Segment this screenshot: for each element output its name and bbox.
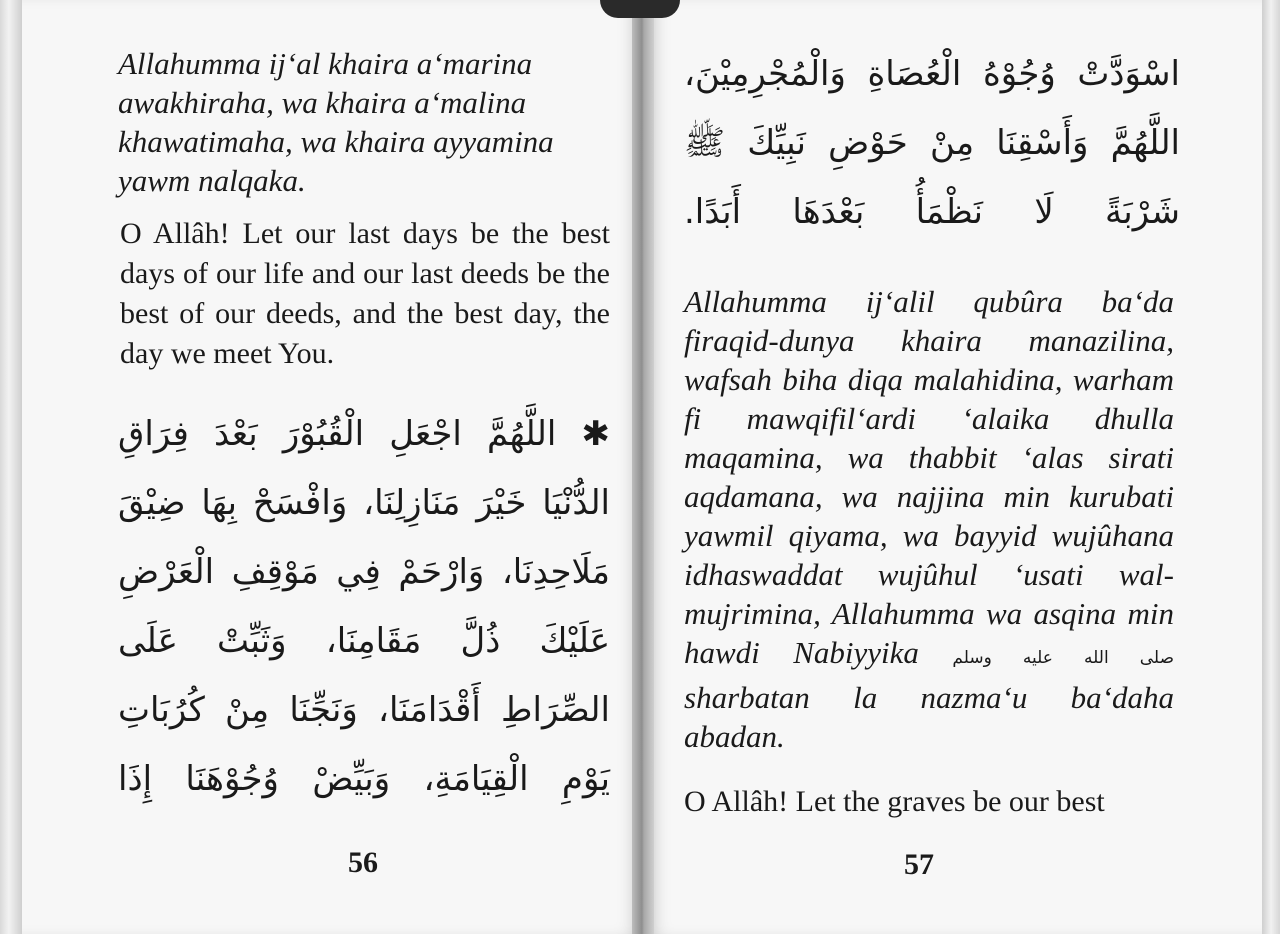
right-transliteration-end: sharbatan la nazma‘u ba‘daha abadan. bbox=[684, 680, 1174, 754]
right-arabic-continuation: اسْوَدَّتْ وُجُوْهُ الْعُصَاةِ وَالْمُجْرِمِيْنَ، اللَّهُمَّ وَأَسْقِنَا مِنْ حَوْضِ نَبِيِّكَ ﷺ شَرْبَةً لَا نَظْمَأُ بَعْدَهَا أَبَدًا. bbox=[684, 54, 1180, 232]
right-page-number: 57 bbox=[904, 848, 934, 881]
left-english-translation: O Allâh! Let our last days be the best days of our life and our last deeds be the best of our deeds, and the best day, the day we meet You. bbox=[120, 217, 610, 370]
left-page-number: 56 bbox=[348, 846, 378, 879]
spine-top-shadow bbox=[600, 0, 680, 18]
right-transliteration-main: Allahumma ij‘alil qubûra ba‘da firaqid-dunya khaira manazilina, wafsah biha diqa malahidina, warham fi mawqifil‘ardi ‘alaika dhulla maqamina, wa thabbit ‘alas sirati aqdamana, wa najjina min kurubati yawmil qiyama, wa bayyid wujûhana idhaswaddat wujûhul ‘usati wal-mujrimina, Allahumma wa asqina min hawdi Nabiyyika bbox=[684, 284, 1174, 670]
left-transliteration: Allahumma ij‘al khaira a‘marina awakhiraha, wa khaira a‘malina khawatimaha, wa khaira ayyamina yawm nalqaka. bbox=[118, 46, 554, 198]
book-right-edge bbox=[1262, 0, 1280, 934]
right-english-translation: O Allâh! Let the graves be our best bbox=[684, 785, 1105, 818]
book-spine bbox=[632, 0, 654, 934]
salutation-text: صلى الله عليه وسلم bbox=[952, 648, 1174, 668]
book-left-edge bbox=[0, 0, 22, 934]
left-arabic-supplication: ✱ اللَّهُمَّ اجْعَلِ الْقُبُوْرَ بَعْدَ فِرَاقِ الدُّنْيَا خَيْرَ مَنَازِلِنَا، وَافْسَحْ بِهَا ضِيْقَ مَلَاحِدِنَا، وَارْحَمْ فِي مَوْقِفِ الْعَرْضِ عَلَيْكَ ذُلَّ مَقَامِنَا، وَثَبِّتْ عَلَى الصِّرَاطِ أَقْدَامَنَا، وَنَجِّنَا مِنْ كُرُبَاتِ يَوْمِ الْقِيَامَةِ، وَبَيِّضْ وُجُوْهَنَا إِذَا bbox=[118, 414, 610, 799]
right-transliteration bbox=[684, 282, 1174, 756]
